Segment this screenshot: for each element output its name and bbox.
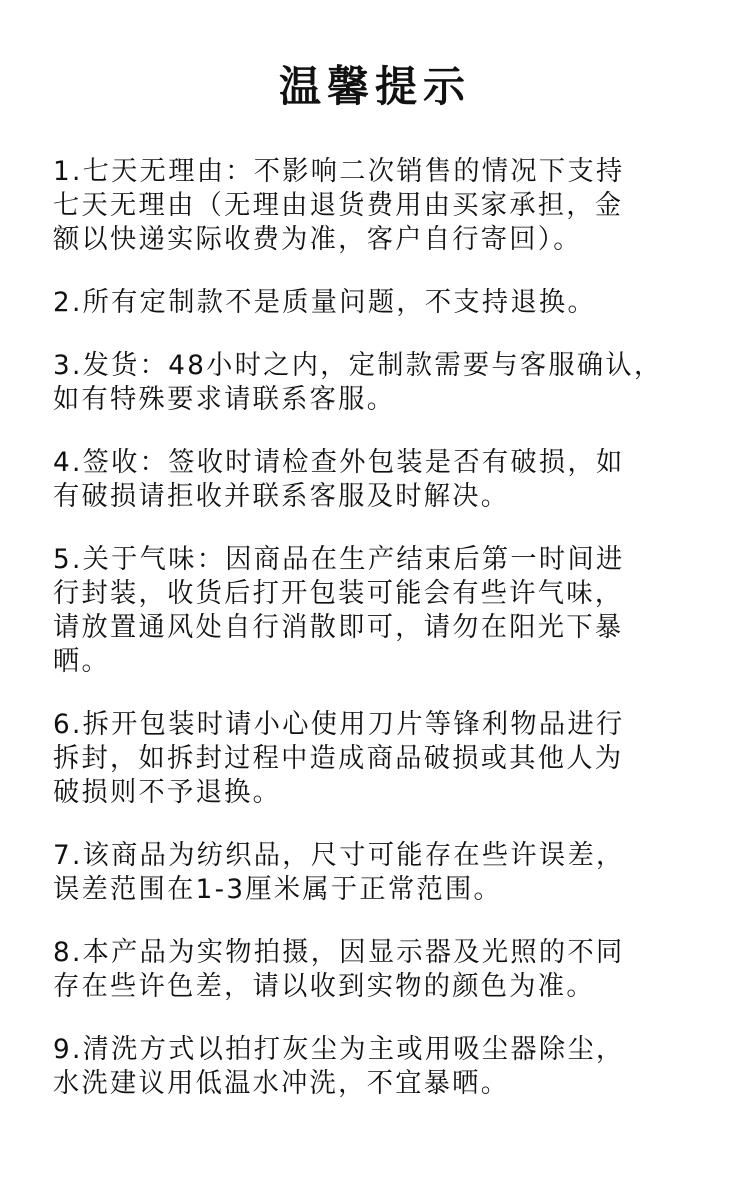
notice-item-6-line-3: 破损则不予退换。: [53, 777, 282, 808]
notice-item-5-line-2: 行封装，收货后打开包装可能会有些许气味，: [53, 578, 624, 609]
notice-item-6-line-2: 拆封，如拆封过程中造成商品破损或其他人为: [53, 743, 624, 774]
notice-item-7-line-2: 误差范围在1-3厘米属于正常范围。: [53, 874, 503, 905]
notice-item-1-line-1: 1.七天无理由：不影响二次销售的情况下支持: [53, 156, 625, 187]
notice-item-7: [53, 839, 728, 907]
notice-item-7-line-1: 7.该商品为纺织品，尺寸可能存在些许误差，: [53, 840, 625, 871]
notice-item-9-line-2: 水洗建议用低温水冲洗，不宜暴晒。: [53, 1068, 510, 1099]
notice-item-5: [53, 543, 728, 679]
notice-item-1-line-3: 额以快递实际收费为准，客户自行寄回）。: [53, 224, 582, 255]
notice-item-3-line-2: 如有特殊要求请联系客服。: [53, 384, 396, 415]
notice-item-2: [53, 286, 728, 320]
notice-item-6: [53, 708, 728, 810]
notice-item-3: [53, 349, 728, 417]
notice-item-2-line-1: 2.所有定制款不是质量问题，不支持退换。: [53, 287, 596, 318]
notice-item-4-line-1: 4.签收：签收时请检查外包装是否有破损，如: [53, 447, 625, 478]
page-title: 温馨提示: [278, 62, 471, 111]
notice-item-8: [53, 936, 728, 1004]
notice-item-8-line-2: 存在些许色差，请以收到实物的颜色为准。: [53, 971, 595, 1002]
notice-list: [53, 155, 728, 1130]
notice-item-5-line-4: 晒。: [53, 646, 111, 677]
notice-item-8-line-1: 8.本产品为实物拍摄，因显示器及光照的不同: [53, 937, 625, 968]
notice-item-1: [53, 155, 728, 257]
notice-item-3-line-1: 3.发货：48小时之内，定制款需要与客服确认，: [53, 350, 663, 381]
notice-item-9-line-1: 9.清洗方式以拍打灰尘为主或用吸尘器除尘，: [53, 1034, 625, 1065]
notice-item-9: [53, 1033, 728, 1101]
notice-item-4-line-2: 有破损请拒收并联系客服及时解决。: [53, 481, 510, 512]
notice-item-5-line-1: 5.关于气味：因商品在生产结束后第一时间进: [53, 544, 625, 575]
notice-item-5-line-3: 请放置通风处自行消散即可，请勿在阳光下暴: [53, 612, 624, 643]
notice-item-1-line-2: 七天无理由（无理由退货费用由买家承担，金: [53, 190, 624, 221]
notice-item-4: [53, 446, 728, 514]
notice-item-6-line-1: 6.拆开包装时请小心使用刀片等锋利物品进行: [53, 709, 625, 740]
